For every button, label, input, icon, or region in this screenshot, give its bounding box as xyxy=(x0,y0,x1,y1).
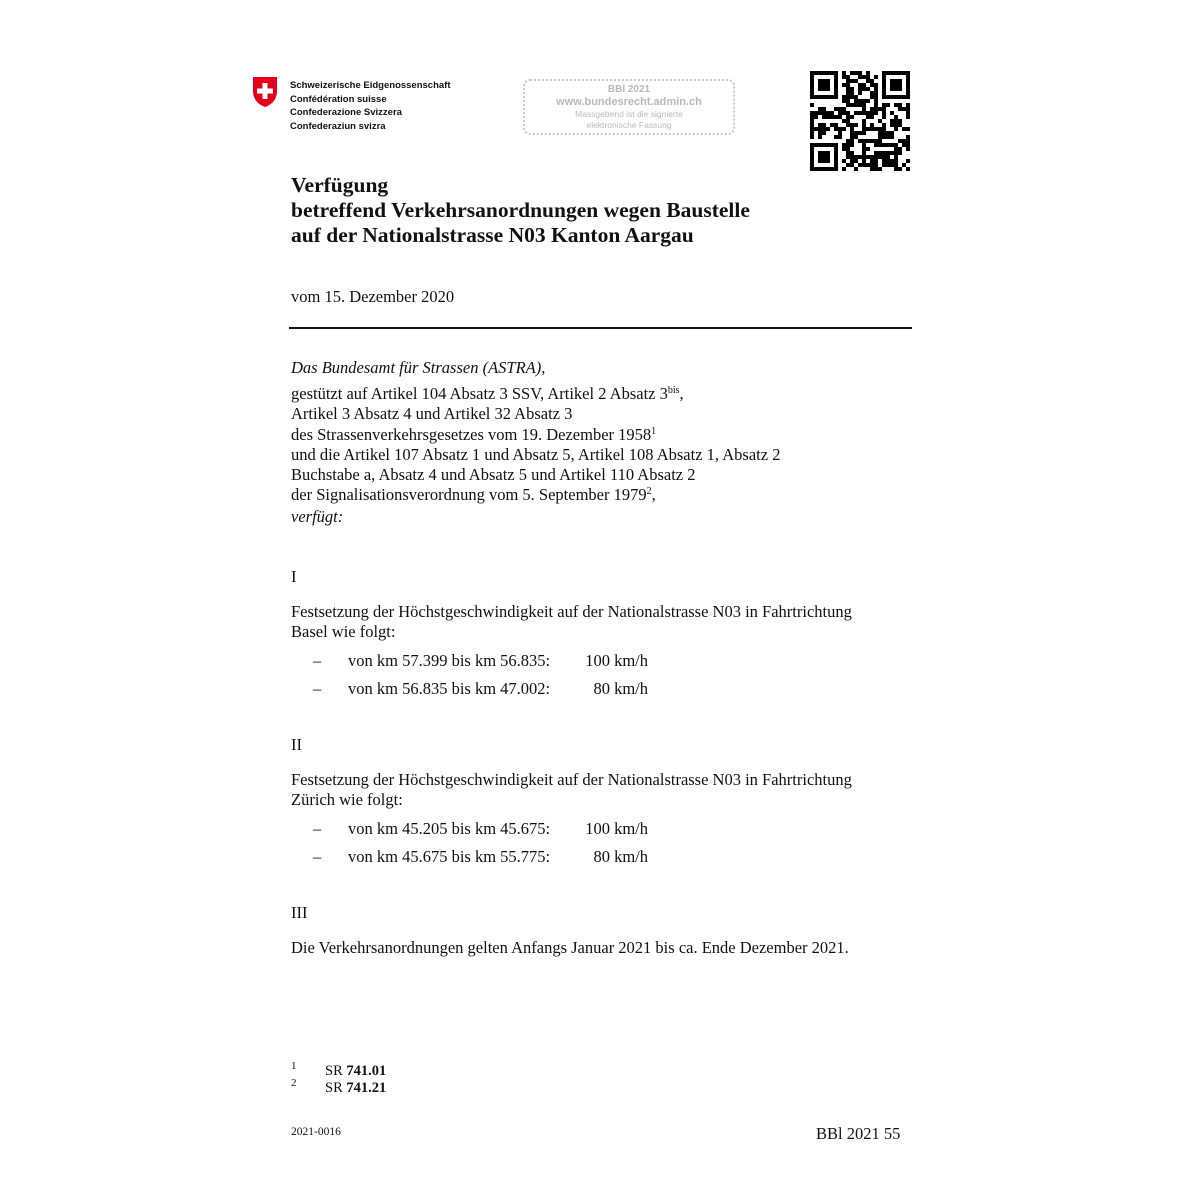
bbl-reference: BBl 2021 55 xyxy=(816,1124,901,1143)
document-date: vom 15. Dezember 2020 xyxy=(291,287,455,306)
preamble xyxy=(291,358,780,528)
section-number: I xyxy=(291,567,297,586)
speed-value: 80 km/h xyxy=(593,679,648,698)
km-range: von km 57.399 bis km 56.835: xyxy=(348,651,551,670)
preamble-line: gestützt auf Artikel 104 Absatz 3 SSV, Artikel 2 Absatz $3^{bis}$, xyxy=(291,384,684,404)
stamp-line: Massgebend ist die signierte xyxy=(575,109,683,119)
section-text-line: Festsetzung der Höchstgeschwindigkeit auf der Nationalstrasse N03 in Fahrtrichtung xyxy=(291,602,852,621)
footnote-ref[interactable]: 1 xyxy=(651,425,657,437)
section-text xyxy=(291,770,852,810)
federation-names xyxy=(290,79,451,133)
section-text-line: Festsetzung der Höchstgeschwindigkeit auf der Nationalstrasse N03 in Fahrtrichtung xyxy=(291,770,852,789)
km-range: von km 45.675 bis km 55.775: xyxy=(348,847,551,866)
stamp-line: BBl 2021 xyxy=(607,84,651,95)
list-dash: – xyxy=(313,847,322,866)
title-line: auf der Nationalstrasse N03 Kanton Aargau xyxy=(291,223,694,247)
superscript: bis xyxy=(667,385,680,397)
stamp-line: elektronische Fassung xyxy=(586,119,672,130)
speed-value: 100 km/h xyxy=(585,651,648,670)
section-text: Die Verkehrsanordnungen gelten Anfangs Januar 2021 bis ca. Ende Dezember 2021. xyxy=(291,938,849,957)
sr-number: 741.01 xyxy=(346,1063,387,1079)
title-line: betreffend Verkehrsanordnungen wegen Baustelle xyxy=(291,198,750,222)
list-dash: – xyxy=(313,679,322,698)
footnote-text: SR 741.21 xyxy=(325,1080,387,1096)
preamble-line: Buchstabe a, Absatz 4 und Absatz 5 und Artikel 110 Absatz 2 xyxy=(291,465,696,485)
title-line: Verfügung xyxy=(291,173,389,197)
section-number: III xyxy=(291,903,308,922)
preamble-line: Artikel 3 Absatz 4 und Artikel 32 Absatz 3 xyxy=(291,404,573,424)
federation-name-de: Schweizerische Eidgenossenschaft xyxy=(290,80,451,91)
km-range: von km 56.835 bis km 47.002: xyxy=(348,679,551,698)
preamble-line: und die Artikel 107 Absatz 1 und Absatz 5, Artikel 108 Absatz 1, Absatz 2 xyxy=(291,444,781,464)
qr-code-icon xyxy=(810,71,910,171)
preamble-verb: verfügt: xyxy=(291,507,344,527)
footnote-number: 2 xyxy=(291,1077,297,1089)
stamp-url[interactable]: www.bundesrecht.admin.ch xyxy=(556,96,702,108)
federation-name-rm: Confederaziun svizra xyxy=(290,120,386,132)
footnote-number: 1 xyxy=(291,1060,297,1072)
document-code: 2021-0016 xyxy=(291,1126,341,1138)
swiss-crest-logo xyxy=(252,76,278,108)
speed-value: 100 km/h xyxy=(585,819,648,838)
section-text xyxy=(291,602,852,642)
federation-name-fr: Confédération suisse xyxy=(290,93,387,105)
list-dash: – xyxy=(313,819,322,838)
section-number: II xyxy=(291,735,302,754)
section-text-line: Basel wie folgt: xyxy=(291,622,396,642)
footnote-text: SR 741.01 xyxy=(325,1063,387,1079)
federation-name-it: Confederazione Svizzera xyxy=(290,107,402,119)
preamble-authority: Das Bundesamt für Strassen (ASTRA), xyxy=(291,358,546,377)
preamble-line: der Signalisationsverordnung vom 5. September 1979$^2$, xyxy=(291,485,656,505)
section-text-line: Zürich wie folgt: xyxy=(291,790,403,810)
speed-value: 80 km/h xyxy=(593,847,648,866)
list-dash: – xyxy=(313,651,322,670)
sr-number: 741.21 xyxy=(346,1080,387,1096)
footnote-ref[interactable]: 2 xyxy=(646,486,652,498)
official-publication-stamp xyxy=(523,79,735,135)
km-range: von km 45.205 bis km 45.675: xyxy=(348,819,551,838)
preamble-line: des Strassenverkehrsgesetzes vom 19. Dezember 1958$^1$ xyxy=(291,424,657,444)
title-divider xyxy=(289,327,912,329)
document-title xyxy=(291,173,750,248)
